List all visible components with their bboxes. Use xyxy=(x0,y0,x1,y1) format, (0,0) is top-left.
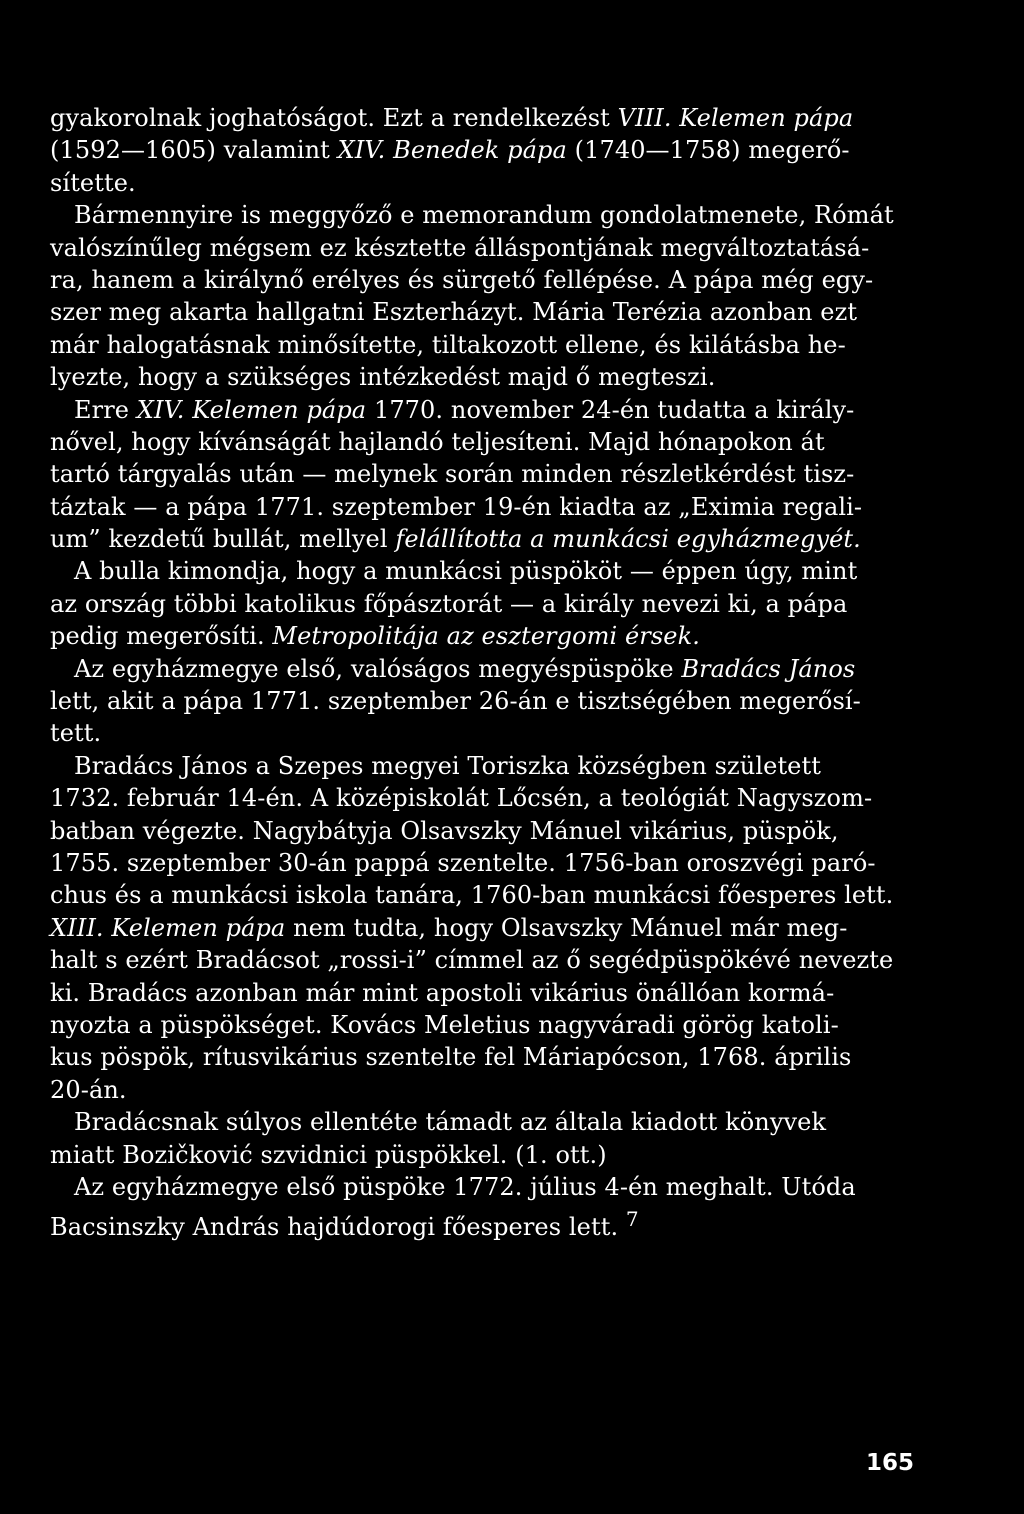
text-run: nyozta a püspökséget. Kovács Meletius nagyváradi görög katoli- xyxy=(50,1010,839,1039)
text-run: tett. xyxy=(50,719,102,748)
italic-run: XIII. Kelemen pápa xyxy=(50,913,286,942)
text-line xyxy=(50,134,912,166)
page-number: 165 xyxy=(866,1450,915,1476)
text-line xyxy=(50,685,912,717)
text-line xyxy=(50,847,912,879)
text-run: lett, akit a pápa 1771. szeptember 26-án e tisztségében megerősí- xyxy=(50,687,861,716)
text-run: ra, hanem a királynő erélyes és sürgető fellépése. A pápa még egy- xyxy=(50,265,874,294)
text-run: lyezte, hogy a szükséges intézkedést majd ő megteszi. xyxy=(50,363,716,392)
text-line xyxy=(50,102,912,134)
text-line xyxy=(50,653,912,685)
text-line xyxy=(50,588,912,620)
text-run: kus pöspök, rítusvikárius szentelte fel Máriapócson, 1768. április xyxy=(50,1043,852,1072)
text-run: táztak — a pápa 1771. szeptember 19-én kiadta az „Eximia regali- xyxy=(50,492,863,521)
text-run: Bacsinszky András hajdúdorogi főesperes lett. xyxy=(50,1213,626,1242)
text-line xyxy=(50,1009,912,1041)
text-line xyxy=(50,555,912,587)
text-run: Bármennyire is meggyőző e memorandum gondolatmenete, Rómát xyxy=(74,201,894,230)
text-line xyxy=(50,1171,912,1203)
text-line xyxy=(50,458,912,490)
text-run: chus és a munkácsi iskola tanára, 1760-ban munkácsi főesperes lett. xyxy=(50,881,894,910)
text-run: nővel, hogy kívánságát hajlandó teljesíteni. Majd hónapokon át xyxy=(50,427,825,456)
italic-run: XIV. Benedek pápa xyxy=(337,136,567,165)
text-line xyxy=(50,815,912,847)
text-run: az ország többi katolikus főpásztorát — a király nevezi ki, a pápa xyxy=(50,589,848,618)
text-run: valószínűleg mégsem ez késztette álláspontjának megváltoztatásá- xyxy=(50,233,870,262)
text-line xyxy=(50,523,912,555)
text-line xyxy=(50,1106,912,1138)
text-run: um” kezdetű bullát, mellyel xyxy=(50,525,396,554)
text-line xyxy=(50,1074,912,1106)
text-line xyxy=(50,944,912,976)
text-run: Erre xyxy=(74,395,137,424)
text-run: ki. Bradács azonban már mint apostoli vikárius önállóan kormá- xyxy=(50,978,835,1007)
text-line xyxy=(50,620,912,652)
text-line xyxy=(50,1203,912,1242)
text-run: nem tudta, hogy Olsavszky Mánuel már meg- xyxy=(285,913,848,942)
text-run: Az egyházmegye első püspöke 1772. július 4-én meghalt. Utóda xyxy=(74,1172,856,1201)
italic-run: VIII. Kelemen pápa xyxy=(617,104,854,132)
body-text xyxy=(50,102,912,1242)
text-line xyxy=(50,296,912,328)
text-run: Bradácsnak súlyos ellentéte támadt az általa kiadott könyvek xyxy=(74,1108,827,1137)
text-line xyxy=(50,361,912,393)
text-line xyxy=(50,782,912,814)
text-run: pedig megerősíti. xyxy=(50,622,273,651)
text-line xyxy=(50,199,912,231)
text-line xyxy=(50,912,912,944)
text-line xyxy=(50,491,912,523)
text-run: batban végezte. Nagybátyja Olsavszky Mánuel vikárius, püspök, xyxy=(50,816,839,845)
text-run: 20-án. xyxy=(50,1075,127,1104)
text-line xyxy=(50,167,912,199)
text-run: (1740—1758) megerő- xyxy=(566,136,850,165)
italic-run: XIV. Kelemen pápa xyxy=(136,395,367,424)
text-run: már halogatásnak minősítette, tiltakozott ellene, és kilátásba he- xyxy=(50,330,846,359)
text-run: 1755. szeptember 30-án pappá szentelte. 1756-ban oroszvégi paró- xyxy=(50,848,876,877)
text-run: szer meg akarta hallgatni Eszterházyt. Mária Terézia azonban ezt xyxy=(50,298,858,327)
text-line xyxy=(50,717,912,749)
text-line xyxy=(50,879,912,911)
italic-run: Bradács János xyxy=(681,654,856,683)
footnote-marker: 7 xyxy=(625,1207,639,1232)
text-line xyxy=(50,1139,912,1171)
text-run: sítette. xyxy=(50,168,136,197)
text-run: 1732. február 14-én. A középiskolát Lőcsén, a teológiát Nagyszom- xyxy=(50,784,873,813)
italic-run: Metropolitája az esztergomi érsek. xyxy=(272,622,700,651)
text-line xyxy=(50,329,912,361)
text-line xyxy=(50,426,912,458)
italic-run: felállította a munkácsi egyházmegyét. xyxy=(395,525,861,554)
text-run: miatt Bozičković szvidnici püspökkel. (1. ott.) xyxy=(50,1140,607,1169)
text-run: tartó tárgyalás után — melynek során minden részletkérdést tisz- xyxy=(50,460,855,489)
text-run: Bradács János a Szepes megyei Toriszka községben született xyxy=(74,751,821,780)
text-line xyxy=(50,750,912,782)
text-run: halt s ezért Bradácsot „rossi-i” címmel az ő segédpüspökévé nevezte xyxy=(50,946,894,975)
text-line xyxy=(50,394,912,426)
text-run: A bulla kimondja, hogy a munkácsi püspököt — éppen úgy, mint xyxy=(74,557,858,586)
text-line xyxy=(50,1041,912,1073)
text-line xyxy=(50,232,912,264)
text-line xyxy=(50,977,912,1009)
text-run: gyakorolnak joghatóságot. Ezt a rendelkezést xyxy=(50,104,618,132)
text-run: Az egyházmegye első, valóságos megyéspüspöke xyxy=(74,654,682,683)
text-line xyxy=(50,264,912,296)
text-run: 1770. november 24-én tudatta a király- xyxy=(366,395,855,424)
text-run: (1592—1605) valamint xyxy=(50,136,338,165)
